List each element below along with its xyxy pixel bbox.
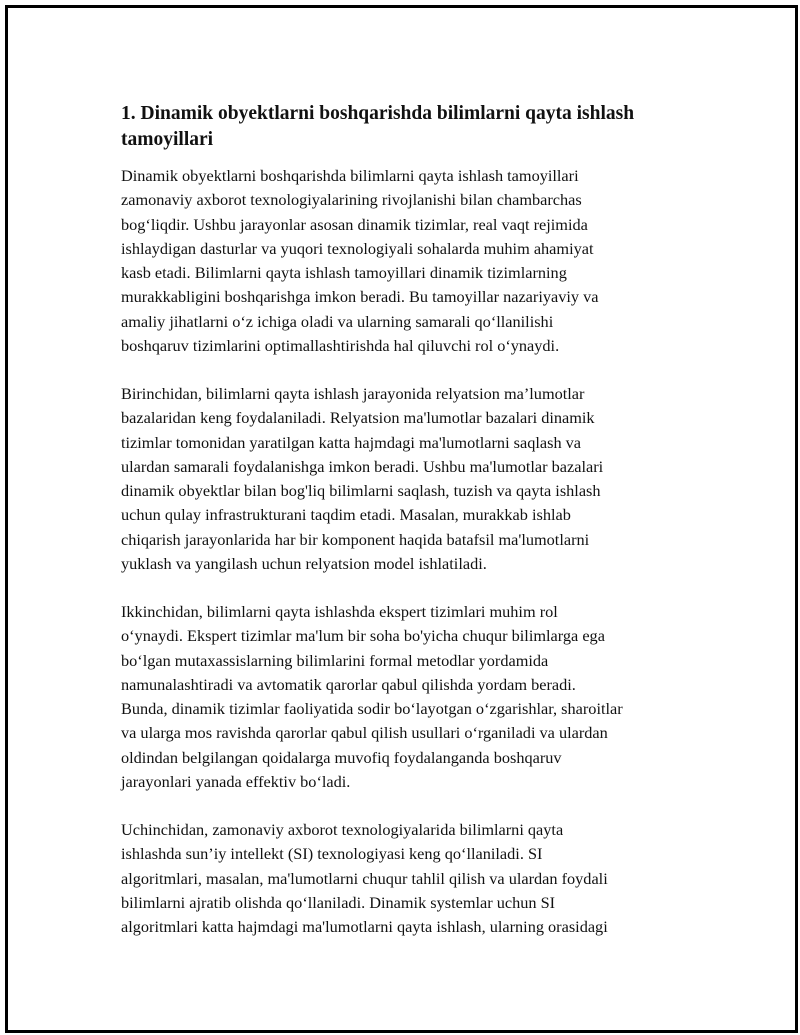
paragraph-first: Birinchidan, bilimlarni qayta ishlash jarayonida relyatsion ma’lumotlar bazalaridan keng foydalaniladi. Relyatsion ma'lumotlar bazalari dinamik tizimlar tomonidan yaratilgan katta hajmdagi ma'lumotlarni saqlash va ulardan samarali foydalanishga imkon beradi. Ushbu ma'lumotlar bazalari dinamik obyektlar bilan bog'liq bilimlarni saqlash, tuzish va qayta ishlash uchun qulay infrastrukturani taqdim etadi. Masalan, murakkab ishlab chiqarish jarayonlarida har bir komponent haqida batafsil ma'lumotlarni yuklash va yangilash uchun relyatsion model ishlatiladi. [121, 384, 604, 573]
section-heading: 1. Dinamik obyektlarni boshqarishda bilimlarni qayta ishlash tamoyillari [121, 103, 635, 150]
paragraph-intro: Dinamik obyektlarni boshqarishda bilimlarni qayta ishlash tamoyillari zamonaviy axborot texnologiyalarining rivojlanishi bilan chambarchas bog‘liqdir. Ushbu jarayonlar asosan dinamik tizimlar, real vaqt rejimida ishlaydigan dasturlar va yuqori texnologiyali sohalarda muhim ahamiyat kasb etadi. Bilimlarni qayta ishlash tamoyillari dinamik tizimlarning murakkabligini boshqarishga imkon beradi. Bu tamoyillar nazariyaviy va amaliy jihatlarni o‘z ichiga oladi va ularning samarali qo‘llanilishi boshqaruv tizimlarini optimallashtirishda hal qiluvchi rol o‘ynaydi. [121, 166, 599, 355]
document-body [121, 101, 696, 963]
paragraph-third: Uchinchidan, zamonaviy axborot texnologiyalarida bilimlarni qayta ishlashda sun’iy intellekt (SI) texnologiyasi keng qo‘llaniladi. SI algoritmlari, masalan, ma'lumotlarni chuqur tahlil qilish va ulardan foydali bilimlarni ajratib olishda qo‘llaniladi. Dinamik systemlar uchun SI algoritmlari katta hajmdagi ma'lumotlarni qayta ishlash, ularning orasidagi [121, 820, 608, 936]
paragraph-second: Ikkinchidan, bilimlarni qayta ishlashda ekspert tizimlari muhim rol o‘ynaydi. Ekspert tizimlar ma'lum bir soha bo'yicha chuqur bilimlarga ega bo‘lgan mutaxassislarning bilimlarini formal metodlar yordamida namunalashtiradi va avtomatik qarorlar qabul qilishda yordam beradi. Bunda, dinamik tizimlar faoliyatida sodir bo‘layotgan o‘zgarishlar, sharoitlar va ularga mos ravishda qarorlar qabul qilish usullari o‘rganiladi va ulardan oldindan belgilangan qoidalarga muvofiq foydalanganda boshqaruv jarayonlari yanada effektiv bo‘ladi. [121, 602, 623, 791]
page-frame [5, 5, 798, 1033]
